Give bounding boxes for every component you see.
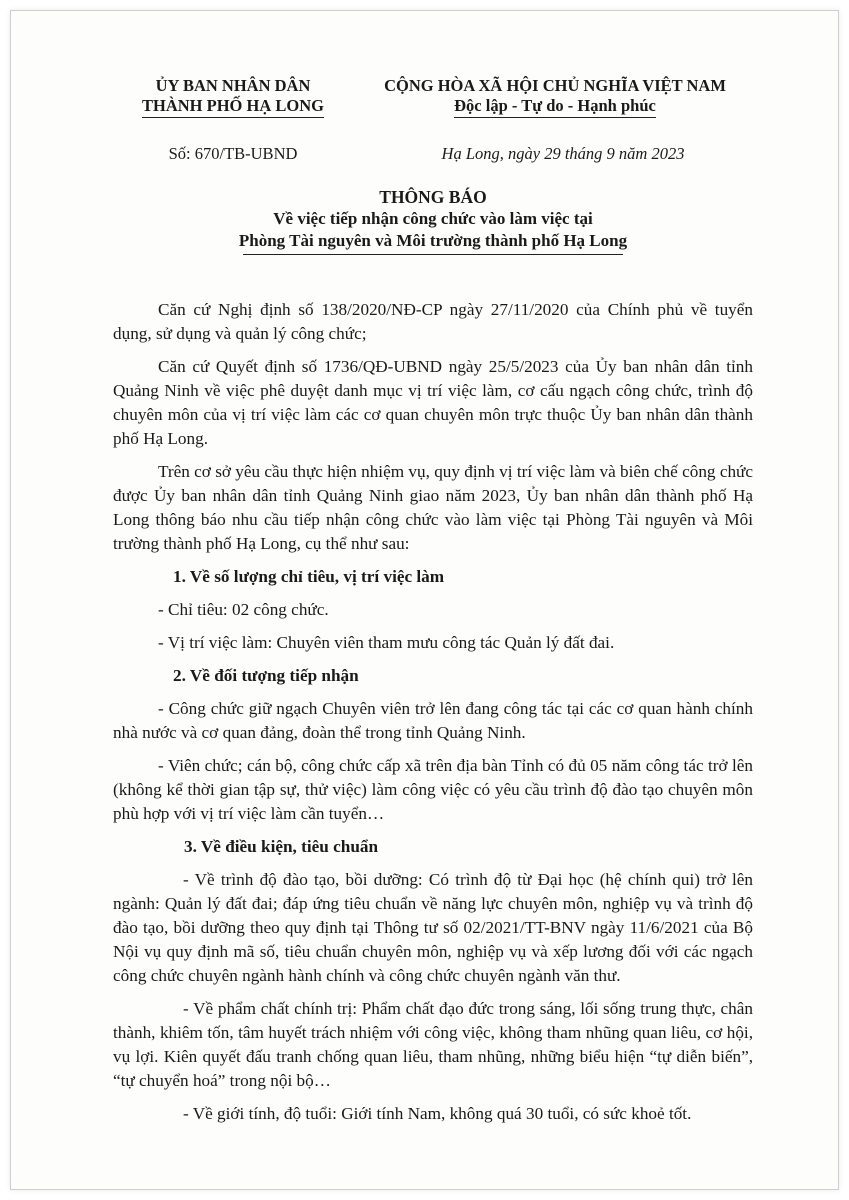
section-3-item-3: - Về giới tính, độ tuổi: Giới tính Nam, không quá 30 tuổi, có sức khoẻ tốt. (183, 1104, 692, 1123)
section-1-item-2: - Vị trí việc làm: Chuyên viên tham mưu công tác Quản lý đất đai. (158, 633, 615, 652)
section-1-heading: 1. Về số lượng chỉ tiêu, vị trí việc làm (173, 567, 445, 586)
section-3-item-1: - Về trình độ đào tạo, bồi dưỡng: Có trình độ từ Đại học (hệ chính qui) trở lên ngành: Quản lý đất đai; đáp ứng tiêu chuẩn về năng lực chuyên môn, nghiệp vụ và trình độ đào tạo, bồi dưỡng theo quy định tại Thông tư số 02/2021/TT-BNV ngày 11/6/2021 của Bộ Nội vụ quy định mã số, tiêu chuẩn chuyên môn, nghiệp vụ và xếp lương đối với các ngạch công chức chuyên ngành hành chính và công chức chuyên ngành văn thư. (113, 870, 753, 985)
section-1-item-1: - Chỉ tiêu: 02 công chức. (158, 600, 329, 619)
org-line-2: THÀNH PHỐ HẠ LONG (142, 96, 324, 118)
section-2-item-1: - Công chức giữ ngạch Chuyên viên trở lên đang công tác tại các cơ quan hành chính nhà nước và cơ quan đảng, đoàn thể trong tỉnh Quảng Ninh. (113, 699, 753, 742)
section-2-heading: 2. Về đối tượng tiếp nhận (173, 666, 359, 685)
nation-motto: Độc lập - Tự do - Hạnh phúc (454, 96, 656, 118)
section-3-item-2: - Về phẩm chất chính trị: Phẩm chất đạo đức trong sáng, lối sống trung thực, chân thành, khiêm tốn, tâm huyết trách nhiệm với công việc, không tham nhũng quan liêu, cơ hội, vụ lợi. Kiên quyết đấu tranh chống quan liêu, tham nhũng, những biểu hiện “tự diễn biến”, “tự chuyển hoá” trong nội bộ… (113, 999, 753, 1090)
title-subject-line-1: Về việc tiếp nhận công chức vào làm việc tại (273, 209, 593, 228)
national-title (355, 76, 755, 118)
document-body (113, 298, 753, 1126)
document-date: Hạ Long, ngày 29 tháng 9 năm 2023 (441, 144, 685, 163)
title-subject-line-2: Phòng Tài nguyên và Môi trường thành phố Hạ Long (113, 230, 753, 252)
document-title (113, 186, 753, 252)
document-number: Số: 670/TB-UBND (168, 144, 298, 163)
title-type: THÔNG BÁO (379, 187, 487, 207)
document-header (113, 76, 753, 186)
legal-basis-1: Căn cứ Nghị định số 138/2020/NĐ-CP ngày 27/11/2020 của Chính phủ về tuyển dụng, sử dụng và quản lý công chức; (113, 300, 753, 343)
legal-basis-2: Căn cứ Quyết định số 1736/QĐ-UBND ngày 25/5/2023 của Ủy ban nhân dân tỉnh Quảng Ninh về việc phê duyệt danh mục vị trí việc làm, cơ cấu ngạch công chức, trình độ chuyên môn của vị trí việc làm các cơ quan chuyên môn trực thuộc Ủy ban nhân dân thành phố Hạ Long. (113, 357, 753, 448)
section-3-heading: 3. Về điều kiện, tiêu chuẩn (184, 837, 379, 856)
issuing-organization (133, 76, 333, 118)
section-2-item-2: - Viên chức; cán bộ, công chức cấp xã trên địa bàn Tỉnh có đủ 05 năm công tác trở lên (không kể thời gian tập sự, thử việc) làm công việc có yêu cầu trình độ đào tạo chuyên môn phù hợp với vị trí việc làm cần tuyển… (113, 756, 753, 823)
nation-line-1: CỘNG HÒA XÃ HỘI CHỦ NGHĨA VIỆT NAM (384, 76, 726, 95)
org-line-1: ỦY BAN NHÂN DÂN (155, 76, 311, 95)
notice-document (113, 76, 753, 1135)
intro-paragraph: Trên cơ sở yêu cầu thực hiện nhiệm vụ, quy định vị trí việc làm và biên chế công chức được Ủy ban nhân dân tỉnh Quảng Ninh giao năm 2023, Ủy ban nhân dân thành phố Hạ Long thông báo nhu cầu tiếp nhận công chức vào làm việc tại Phòng Tài nguyên và Môi trường thành phố Hạ Long, cụ thể như sau: (113, 462, 753, 553)
